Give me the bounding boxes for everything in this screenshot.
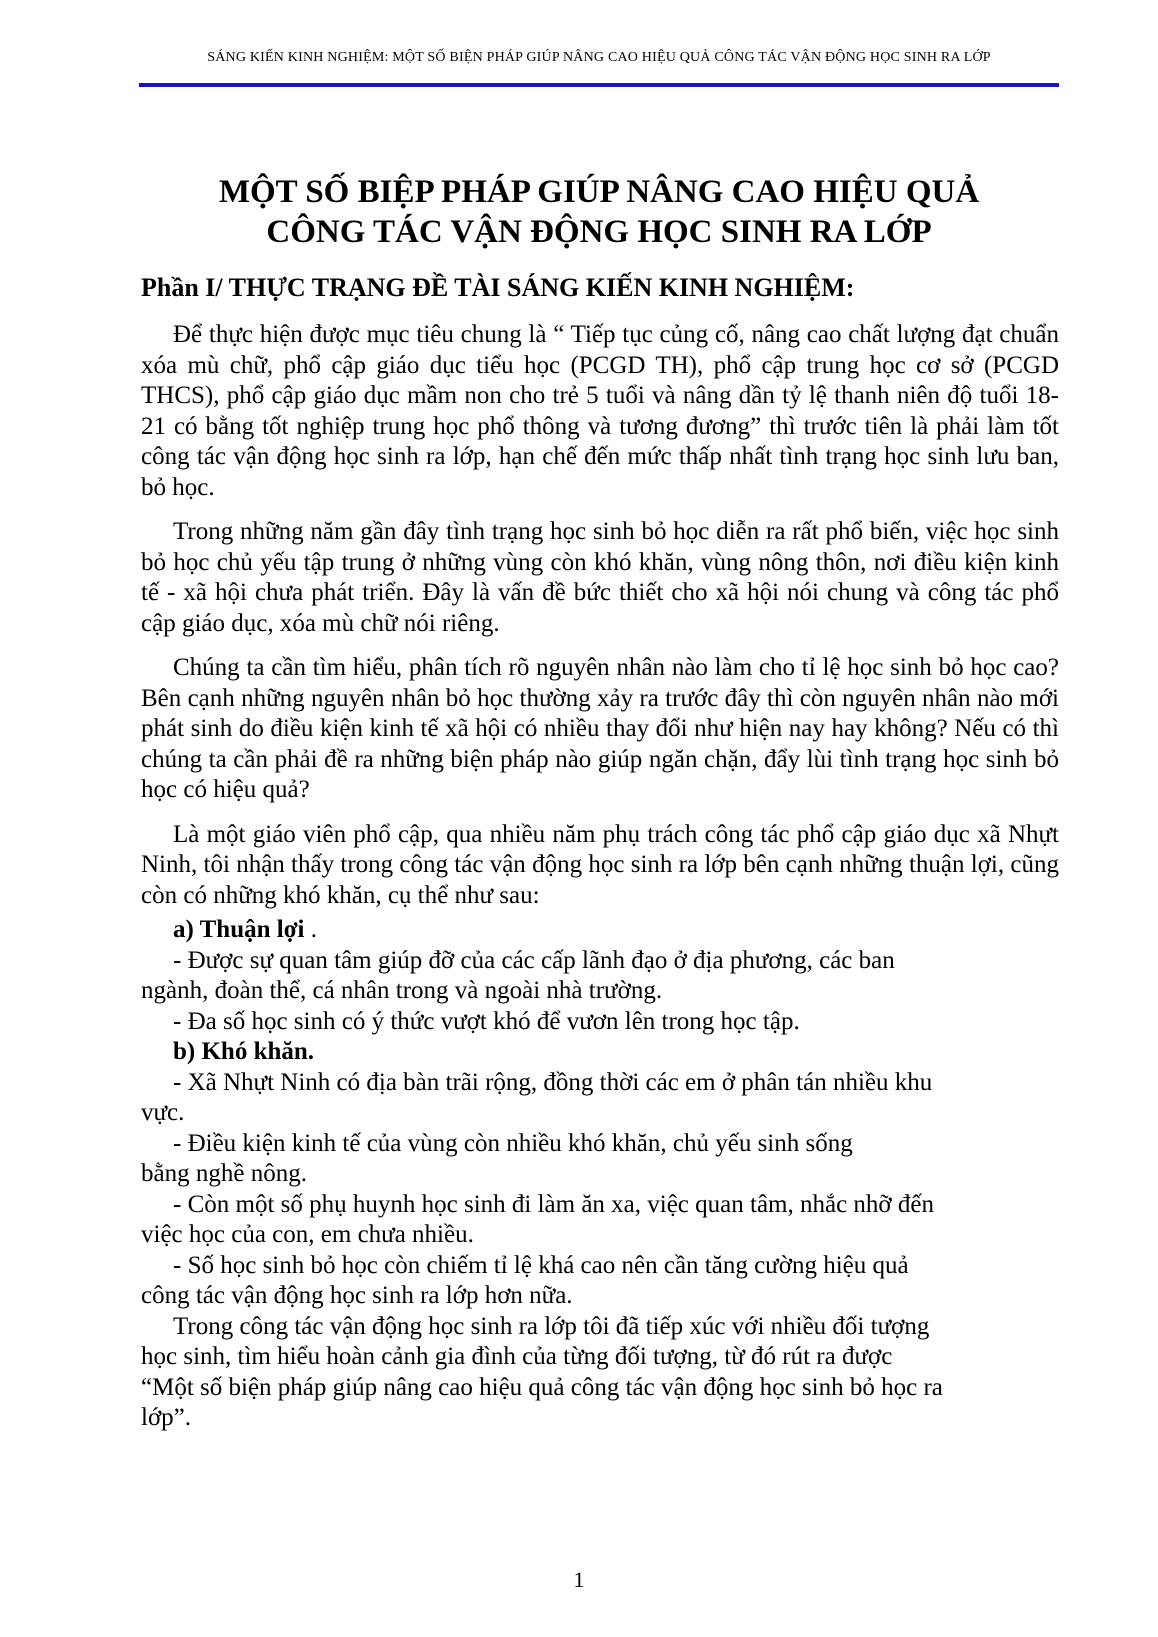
difficulty-item-3-line-1: - Còn một số phụ huynh học sinh đi làm ăn xa, việc quan tâm, nhắc nhỡ đến	[173, 1190, 934, 1218]
difficulty-item-2-line-2: bằng nghề nông.	[141, 1160, 307, 1187]
closing-line-2: học sinh, tìm hiểu hoàn cảnh gia đình của từng đối tượng, từ đó rút ra được	[141, 1343, 893, 1370]
difficulties-heading: b) Khó khăn.	[173, 1038, 315, 1065]
difficulty-item-4-line-1: - Số học sinh bỏ học còn chiếm tỉ lệ khá cao nên cần tăng cường hiệu quả	[173, 1251, 909, 1279]
title-line-1: MỘT SỐ BIỆP PHÁP GIÚP NÂNG CAO HIỆU QUẢ	[218, 174, 980, 210]
document-body	[141, 320, 1059, 1434]
title-line-2: CÔNG TÁC VẬN ĐỘNG HỌC SINH RA LỚP	[266, 214, 932, 250]
header-rule	[139, 83, 1059, 87]
paragraph-3: Chúng ta cần tìm hiểu, phân tích rõ nguyên nhân nào làm cho tỉ lệ học sinh bỏ học cao? Bên cạnh những nguyên nhân bỏ học thường xảy ra trước đây thì còn nguyên nhân nào mới phát sinh do điều kiện kinh tế xã hội có nhiều thay đổi như hiện nay hay không? Nếu có thì chúng ta cần phải đề ra những biện pháp nào giúp ngăn chặn, đẩy lùi tình trạng học sinh bỏ học có hiệu quả?	[141, 654, 1059, 803]
paragraph-4: Là một giáo viên phổ cập, qua nhiều năm phụ trách công tác phổ cập giáo dục xã Nhựt Ninh, tôi nhận thấy trong công tác vận động học sinh ra lớp bên cạnh những thuận lợi, cũng còn có những khó khăn, cụ thể như sau:	[141, 820, 1059, 909]
advantages-label: a) Thuận lợi	[173, 916, 305, 943]
paragraph-1: Để thực hiện được mục tiêu chung là “ Tiếp tục củng cố, nâng cao chất lượng đạt chuẩn xóa mù chữ, phổ cập giáo dục tiểu học (PCGD TH), phổ cập trung học cơ sở (PCGD THCS), phổ cập giáo dục mầm non cho trẻ 5 tuổi và nâng dần tỷ lệ thanh niên độ tuổi 18-21 có bằng tốt nghiệp trung học phổ thông và tương đương” thì trước tiên là phải làm tốt công tác vận động học sinh ra lớp, hạn chế đến mức thấp nhất tình trạng học sinh lưu ban, bỏ học.	[141, 321, 1059, 501]
running-header: SÁNG KIẾN KINH NGHIỆM: MỘT SỐ BIỆN PHÁP GIÚP NÂNG CAO HIỆU QUẢ CÔNG TÁC VẬN ĐỘNG HỌC SINH RA LỚP	[207, 50, 991, 65]
closing-line-3: “Một số biện pháp giúp nâng cao hiệu quả công tác vận động học sinh bỏ học ra	[141, 1373, 943, 1401]
difficulty-item-3-line-2: việc học của con, em chưa nhiều.	[141, 1221, 474, 1248]
paragraph-2: Trong những năm gần đây tình trạng học sinh bỏ học diễn ra rất phổ biến, việc học sinh bỏ học chủ yếu tập trung ở những vùng còn khó khăn, vùng nông thôn, nơi điều kiện kinh tế - xã hội chưa phát triển. Đây là vấn đề bức thiết cho xã hội nói chung và công tác phổ cập giáo dục, xóa mù chữ nói riêng.	[141, 518, 1059, 637]
difficulty-item-1-line-1: - Xã Nhựt Ninh có địa bàn trãi rộng, đồng thời các em ở phân tán nhiều khu	[173, 1068, 933, 1096]
page-number: 1	[573, 1567, 585, 1592]
closing-line-4: lớp”.	[141, 1404, 192, 1431]
difficulty-item-1-line-2: vực.	[141, 1099, 185, 1126]
advantages-label-suffix: .	[304, 916, 317, 943]
advantage-item-2: - Đa số học sinh có ý thức vượt khó để vươn lên trong học tập.	[173, 1007, 800, 1035]
advantage-item-1-line-1: - Được sự quan tâm giúp đỡ của các cấp lãnh đạo ở địa phương, các ban	[173, 946, 895, 974]
advantages-heading	[141, 915, 1059, 946]
section-heading: Phần I/ THỰC TRẠNG ĐỀ TÀI SÁNG KIẾN KINH NGHIỆM:	[141, 273, 855, 302]
advantage-item-1-line-2: ngành, đoàn thể, cá nhân trong và ngoài nhà trường.	[141, 977, 663, 1004]
closing-line-1: Trong công tác vận động học sinh ra lớp tôi đã tiếp xúc với nhiều đối tượng	[173, 1312, 930, 1340]
difficulty-item-4-line-2: công tác vận động học sinh ra lớp hơn nữa.	[141, 1282, 573, 1309]
difficulty-item-2-line-1: - Điều kiện kinh tế của vùng còn nhiều khó khăn, chủ yếu sinh sống	[173, 1129, 853, 1157]
document-title	[139, 172, 1059, 252]
